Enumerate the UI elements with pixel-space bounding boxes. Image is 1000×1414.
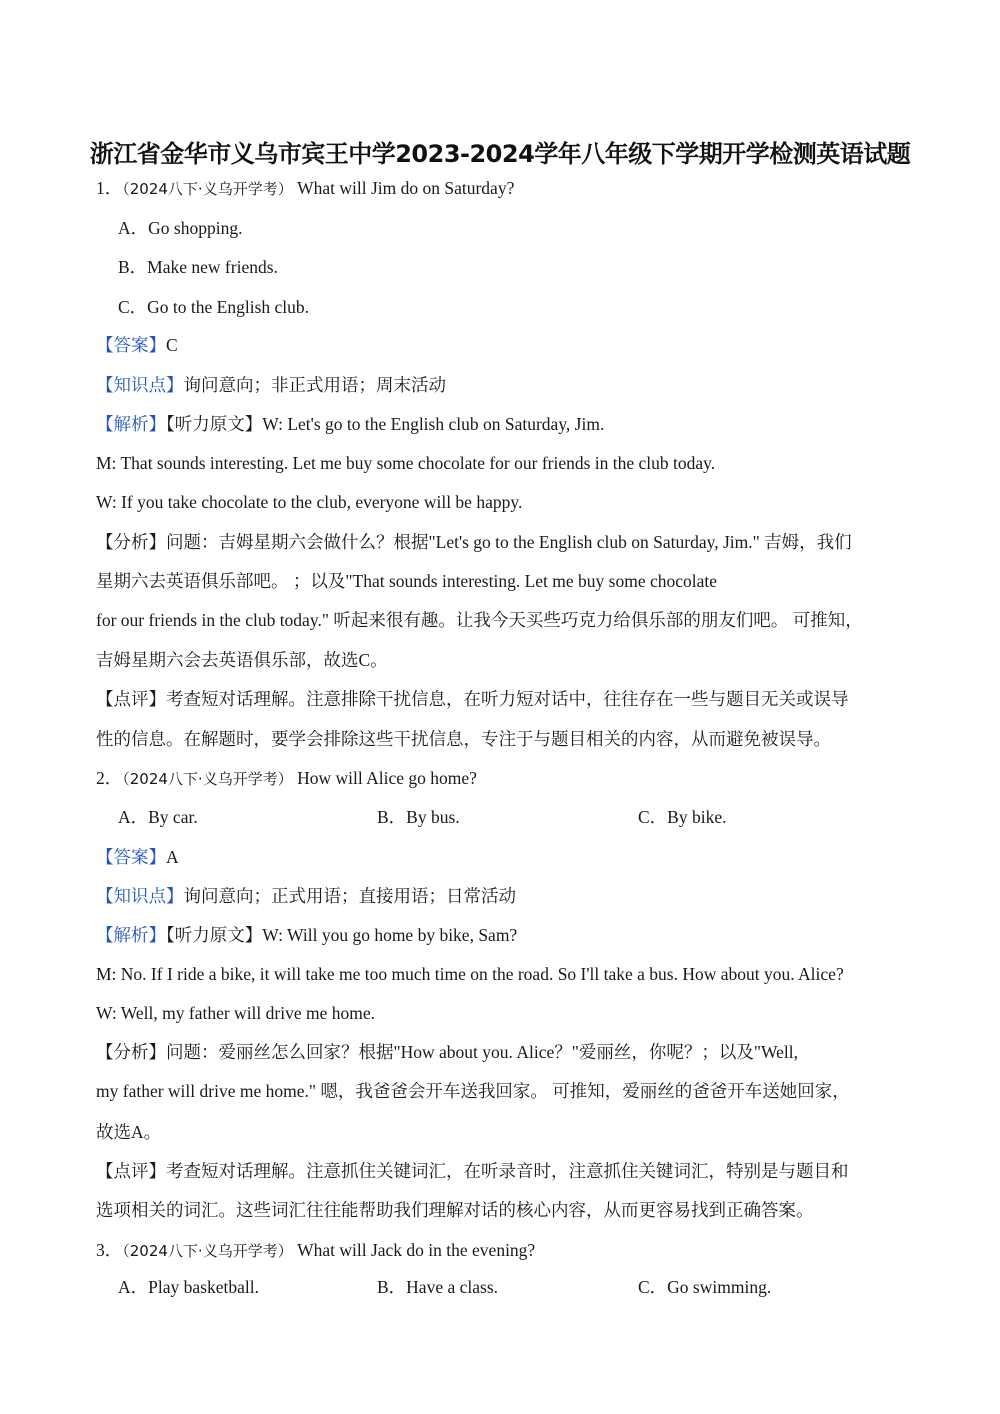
knowledge-line <box>96 374 446 396</box>
question-number: 2． <box>96 768 123 788</box>
question-source: （2024八下·义乌开学考） <box>122 180 293 198</box>
answer-tag: 【答案】 <box>96 335 166 355</box>
option-b: B．By bus. <box>377 807 460 827</box>
option-c: C．Go to the English club. <box>118 297 310 317</box>
script-label: 【听力原文】W: Let's go to the English club on Saturday, Jim. <box>166 414 605 434</box>
option-b: B．Make new friends. <box>118 257 278 277</box>
comment-text: 性的信息。在解题时，要学会排除这些干扰信息，专注于与题目相关的内容，从而避免被误导。 <box>96 729 831 749</box>
question-2 <box>96 767 477 790</box>
question-source: （2024八下·义乌开学考） <box>122 770 293 788</box>
comment-text: 【点评】考查短对话理解。注意抓住关键词汇，在听录音时，注意抓住关键词汇，特别是与题目和 <box>96 1161 849 1181</box>
question-source: （2024八下·义乌开学考） <box>122 1242 293 1260</box>
knowledge-line <box>96 885 516 907</box>
analysis-tag: 【解析】 <box>96 925 166 945</box>
option-a: A．By car. <box>118 807 198 827</box>
analysis-text: for our friends in the club today." 听起来很有趣。让我今天买些巧克力给俱乐部的朋友们吧。 可推知， <box>96 610 863 630</box>
question-text: How will Alice go home? <box>297 768 477 788</box>
answer-line <box>96 846 179 868</box>
knowledge-tag: 【知识点】 <box>96 886 184 906</box>
script-line: W: Well, my father will drive me home. <box>96 1003 376 1023</box>
script-line: M: That sounds interesting. Let me buy some chocolate for our friends in the club today. <box>96 453 716 473</box>
script-line: W: If you take chocolate to the club, everyone will be happy. <box>96 492 523 512</box>
knowledge-text: 询问意向；非正式用语；周末活动 <box>183 375 446 395</box>
question-3 <box>96 1239 535 1262</box>
analysis-text: 故选A。 <box>96 1122 162 1142</box>
answer-value: A <box>166 847 179 867</box>
question-number: 1． <box>96 178 123 198</box>
script-line: M: No. If I ride a bike, it will take me too much time on the road. So I'll take a bus. How about you. Alice? <box>96 964 844 984</box>
answer-tag: 【答案】 <box>96 847 166 867</box>
question-number: 3． <box>96 1240 123 1260</box>
analysis-text: 吉姆星期六会去英语俱乐部，故选C。 <box>96 650 388 670</box>
analysis-text: 星期六去英语俱乐部吧。 ；以及"That sounds interesting. Let me buy some chocolate <box>96 571 718 591</box>
analysis-text: 【分析】问题：爱丽丝怎么回家？根据"How about you. Alice？"爱丽丝，你呢？；以及"Well, <box>96 1042 798 1062</box>
knowledge-text: 询问意向；正式用语；直接用语；日常活动 <box>183 886 516 906</box>
question-text: What will Jack do in the evening? <box>297 1240 536 1260</box>
comment-text: 选项相关的词汇。这些词汇往往能帮助我们理解对话的核心内容，从而更容易找到正确答案。 <box>96 1200 814 1220</box>
option-b: B．Have a class. <box>377 1277 499 1297</box>
analysis-line <box>96 924 517 946</box>
script-label: 【听力原文】W: Will you go home by bike, Sam? <box>166 925 518 945</box>
option-c: C．By bike. <box>638 807 727 827</box>
answer-value: C <box>166 335 178 355</box>
analysis-line <box>96 413 604 435</box>
comment-text: 【点评】考查短对话理解。注意排除干扰信息，在听力短对话中，往往存在一些与题目无关或误导 <box>96 689 849 709</box>
option-a: A．Play basketball. <box>118 1277 259 1297</box>
document-title: 浙江省金华市义乌市宾王中学2023-2024学年八年级下学期开学检测英语试题 <box>89 140 911 168</box>
question-text: What will Jim do on Saturday? <box>297 178 515 198</box>
knowledge-tag: 【知识点】 <box>96 375 184 395</box>
question-1 <box>96 177 514 200</box>
analysis-text: my father will drive me home." 嗯，我爸爸会开车送我回家。 可推知，爱丽丝的爸爸开车送她回家， <box>96 1081 850 1101</box>
option-c: C．Go swimming. <box>638 1277 772 1297</box>
answer-line <box>96 334 178 356</box>
analysis-tag: 【解析】 <box>96 414 166 434</box>
analysis-text: 【分析】问题：吉姆星期六会做什么？根据"Let's go to the English club on Saturday, Jim." 吉姆，我们 <box>96 532 852 552</box>
option-a: A．Go shopping. <box>118 218 243 238</box>
